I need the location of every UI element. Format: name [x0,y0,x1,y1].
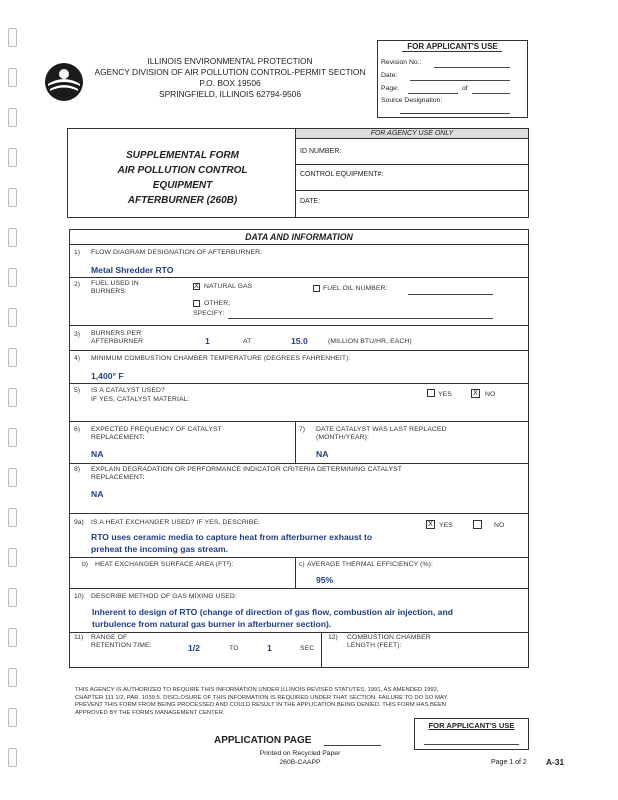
q8-label1: EXPLAIN DEGRADATION OR PERFORMANCE INDICATOR CRITERIA DETERMINING CATALYST [91,466,403,473]
q12-number: 12) [328,634,338,641]
q4-value[interactable]: 1,400° F [91,371,124,381]
legal-notice [75,687,545,717]
binder-hole [8,28,17,47]
fuel-oil-field[interactable] [408,294,493,295]
form-title-line1: SUPPLEMENTAL FORM [126,150,239,161]
heat-exchanger-no-label: NO [494,522,505,529]
q10-value-line2[interactable]: turbulence from natural gas burner in afterburner section). [92,619,332,629]
q9c-number: c) [299,561,305,568]
q6-number: 6) [74,426,81,433]
revision-field[interactable] [434,67,510,68]
q9b-label: HEAT EXCHANGER SURFACE AREA (FT²): [95,561,234,568]
form-code: 260B-CAAPP [279,759,321,766]
form-title-line4: AFTERBURNER (260B) [127,195,238,206]
page-number: Page 1 of 2 [491,759,527,766]
notice-line2: CHAPTER 111 1/2, PAR. 1039.5. DISCLOSURE OF THIS INFORMATION IS REQUIRED UNDER THAT SECTION. FAILURE TO DO SO MAY [75,694,448,701]
q2-number: 2) [74,281,81,288]
q10-number: 10) [74,593,84,600]
q9b-number: b) [82,561,89,568]
q8-label2: REPLACEMENT: [91,474,145,481]
q11-label2: RETENTION TIME: [91,642,152,649]
q6-label2: REPLACEMENT: [91,434,145,441]
binder-hole [8,668,17,687]
q7-number: 7) [299,426,306,433]
catalyst-yes-label: YES [438,391,452,398]
page-code: A-31 [546,757,565,767]
heat-exchanger-yes-label: YES [439,522,453,529]
q6-label1: EXPECTED FREQUENCY OF CATALYST [91,426,222,433]
form-title-line3: EQUIPMENT [152,180,213,191]
q3-unit: (MILLION BTU/HR, EACH) [328,338,412,345]
binder-hole [8,468,17,487]
q9a-value-line1[interactable]: RTO uses ceramic media to capture heat from afterburner exhaust to [91,532,373,542]
heat-exchanger-no-checkbox[interactable] [473,520,482,529]
q7-label1: DATE CATALYST WAS LAST REPLACED [316,426,447,433]
page-label: Page: [381,85,399,92]
agency-date-label: DATE: [300,198,321,205]
q11-label1: RANGE OF [91,634,128,641]
other-label: OTHER, [204,300,231,307]
q3-rating[interactable]: 15.0 [291,336,308,346]
source-label: Source Designation: [381,97,443,104]
q12-label1: COMBUSTION CHAMBER [347,634,431,641]
q3-burner-count[interactable]: 1 [205,336,210,346]
q9a-value-line2[interactable]: preheat the incoming gas stream. [91,544,229,554]
q11-to-value[interactable]: 1 [267,643,272,653]
q4-number: 4) [74,355,81,362]
binder-hole [8,268,17,287]
binder-hole [8,428,17,447]
q1-value[interactable]: Metal Shredder RTO [91,265,174,275]
id-number-label: ID NUMBER: [300,148,342,155]
footer-applicant-field[interactable] [424,744,519,745]
fuel-oil-label: FUEL OIL NUMBER: [323,285,388,292]
binder-hole [8,348,17,367]
q9c-value[interactable]: 95% [316,575,334,585]
binder-hole [8,588,17,607]
page-field[interactable] [408,93,458,94]
q3-label1: BURNERS PER [91,330,142,337]
date-label: Date: [381,72,398,79]
agency-line4: SPRINGFIELD, ILLINOIS 62794-9506 [159,89,301,99]
q12-label2: LENGTH (FEET): [347,642,402,649]
q9a-label: IS A HEAT EXCHANGER USED? IF YES, DESCRIBE: [91,519,260,526]
agency-logo-icon [44,62,84,102]
application-page-field[interactable] [324,745,381,746]
other-fuel-checkbox[interactable] [193,300,200,307]
other-specify-field[interactable] [228,318,493,319]
specify-label: SPECIFY: [193,310,225,317]
binder-hole [8,308,17,327]
q5-label1: IS A CATALYST USED? [91,387,165,394]
q1-number: 1) [74,249,81,256]
q3-label2: AFTERBURNER [91,338,144,345]
q11-from-value[interactable]: 1/2 [188,643,200,653]
q2-label1: FUEL USED IN [91,280,139,287]
catalyst-no-label: NO [485,391,496,398]
of-label: of [462,85,468,92]
agency-header [80,56,380,100]
applicant-use-title: FOR APPLICANT'S USE [407,42,498,51]
binder-hole [8,748,17,767]
source-field[interactable] [400,113,510,114]
q10-value-line1[interactable]: Inherent to design of RTO (change of direction of gas flow, combustion air injection, and [92,607,453,617]
binder-hole [8,108,17,127]
natural-gas-label: NATURAL GAS [204,283,253,290]
q6-value[interactable]: NA [91,449,104,459]
form-title [70,148,295,208]
recycled-paper-label: Printed on Recycled Paper [259,750,341,757]
q5-number: 5) [74,387,81,394]
form-title-line2: AIR POLLUTION CONTROL [117,165,248,176]
q8-value[interactable]: NA [91,489,104,499]
heat-exchanger-yes-checkbox[interactable]: X [426,520,435,529]
q9c-label: AVERAGE THERMAL EFFICIENCY (%): [307,561,433,568]
revision-label: Revision No.: [381,59,422,66]
q5-label2: IF YES, CATALYST MATERIAL: [91,396,190,403]
q7-value[interactable]: NA [316,449,329,459]
control-equipment-label: CONTROL EQUIPMENT#: [300,171,384,178]
q2-label2: BURNERS: [91,288,127,295]
q9a-number: 9a) [74,519,84,526]
binder-hole [8,188,17,207]
agency-line2: AGENCY DIVISION OF AIR POLLUTION CONTROL-PERMIT SECTION [94,67,366,77]
natural-gas-checkbox[interactable]: X [194,283,199,290]
section-title: DATA AND INFORMATION [245,232,353,242]
notice-line1: THIS AGENCY IS AUTHORIZED TO REQUIRE THIS INFORMATION UNDER ILLINOIS REVISED STATUTES, 1991, AS AMENDED 1992, [75,687,439,693]
catalyst-no-checkbox[interactable]: X [471,389,480,398]
q10-label: DESCRIBE METHOD OF GAS MIXING USED: [91,593,237,600]
date-field[interactable] [410,80,510,81]
footer-applicant-title: FOR APPLICANT'S USE [428,721,515,730]
q11-unit: SEC [300,645,315,652]
q11-to-label: TO [229,645,239,652]
application-page-label: APPLICATION PAGE [214,735,312,746]
agency-line3: P.O. BOX 19506 [199,78,261,88]
notice-line4: APPROVED BY THE FORMS MANAGEMENT CENTER. [75,709,225,716]
q3-at-label: AT [243,338,252,345]
agency-use-title: FOR AGENCY USE ONLY [296,129,528,138]
q8-number: 8) [74,466,81,473]
q11-number: 11) [74,634,84,641]
binder-hole [8,708,17,727]
binder-hole [8,388,17,407]
fuel-oil-checkbox[interactable] [313,285,320,292]
binder-hole [8,548,17,567]
binder-hole [8,68,17,87]
q1-label: FLOW DIAGRAM DESIGNATION OF AFTERBURNER: [91,249,263,256]
catalyst-yes-checkbox[interactable] [427,389,435,397]
binder-hole [8,148,17,167]
q4-label: MINIMUM COMBUSTION CHAMBER TEMPERATURE (DEGREES FAHRENHEIT): [91,355,351,362]
page-total-field[interactable] [472,93,510,94]
notice-line3: PREVENT THIS FORM FROM BEING PROCESSED AND COULD RESULT IN THE APPLICATION BEING DENIED. THIS FORM HAS BEEN [75,702,447,708]
agency-line1: ILLINOIS ENVIRONMENTAL PROTECTION [147,56,313,66]
binder-hole [8,508,17,527]
binder-hole [8,228,17,247]
binder-hole [8,628,17,647]
q3-number: 3) [74,331,81,338]
q7-label2: (MONTH/YEAR): [316,434,370,441]
